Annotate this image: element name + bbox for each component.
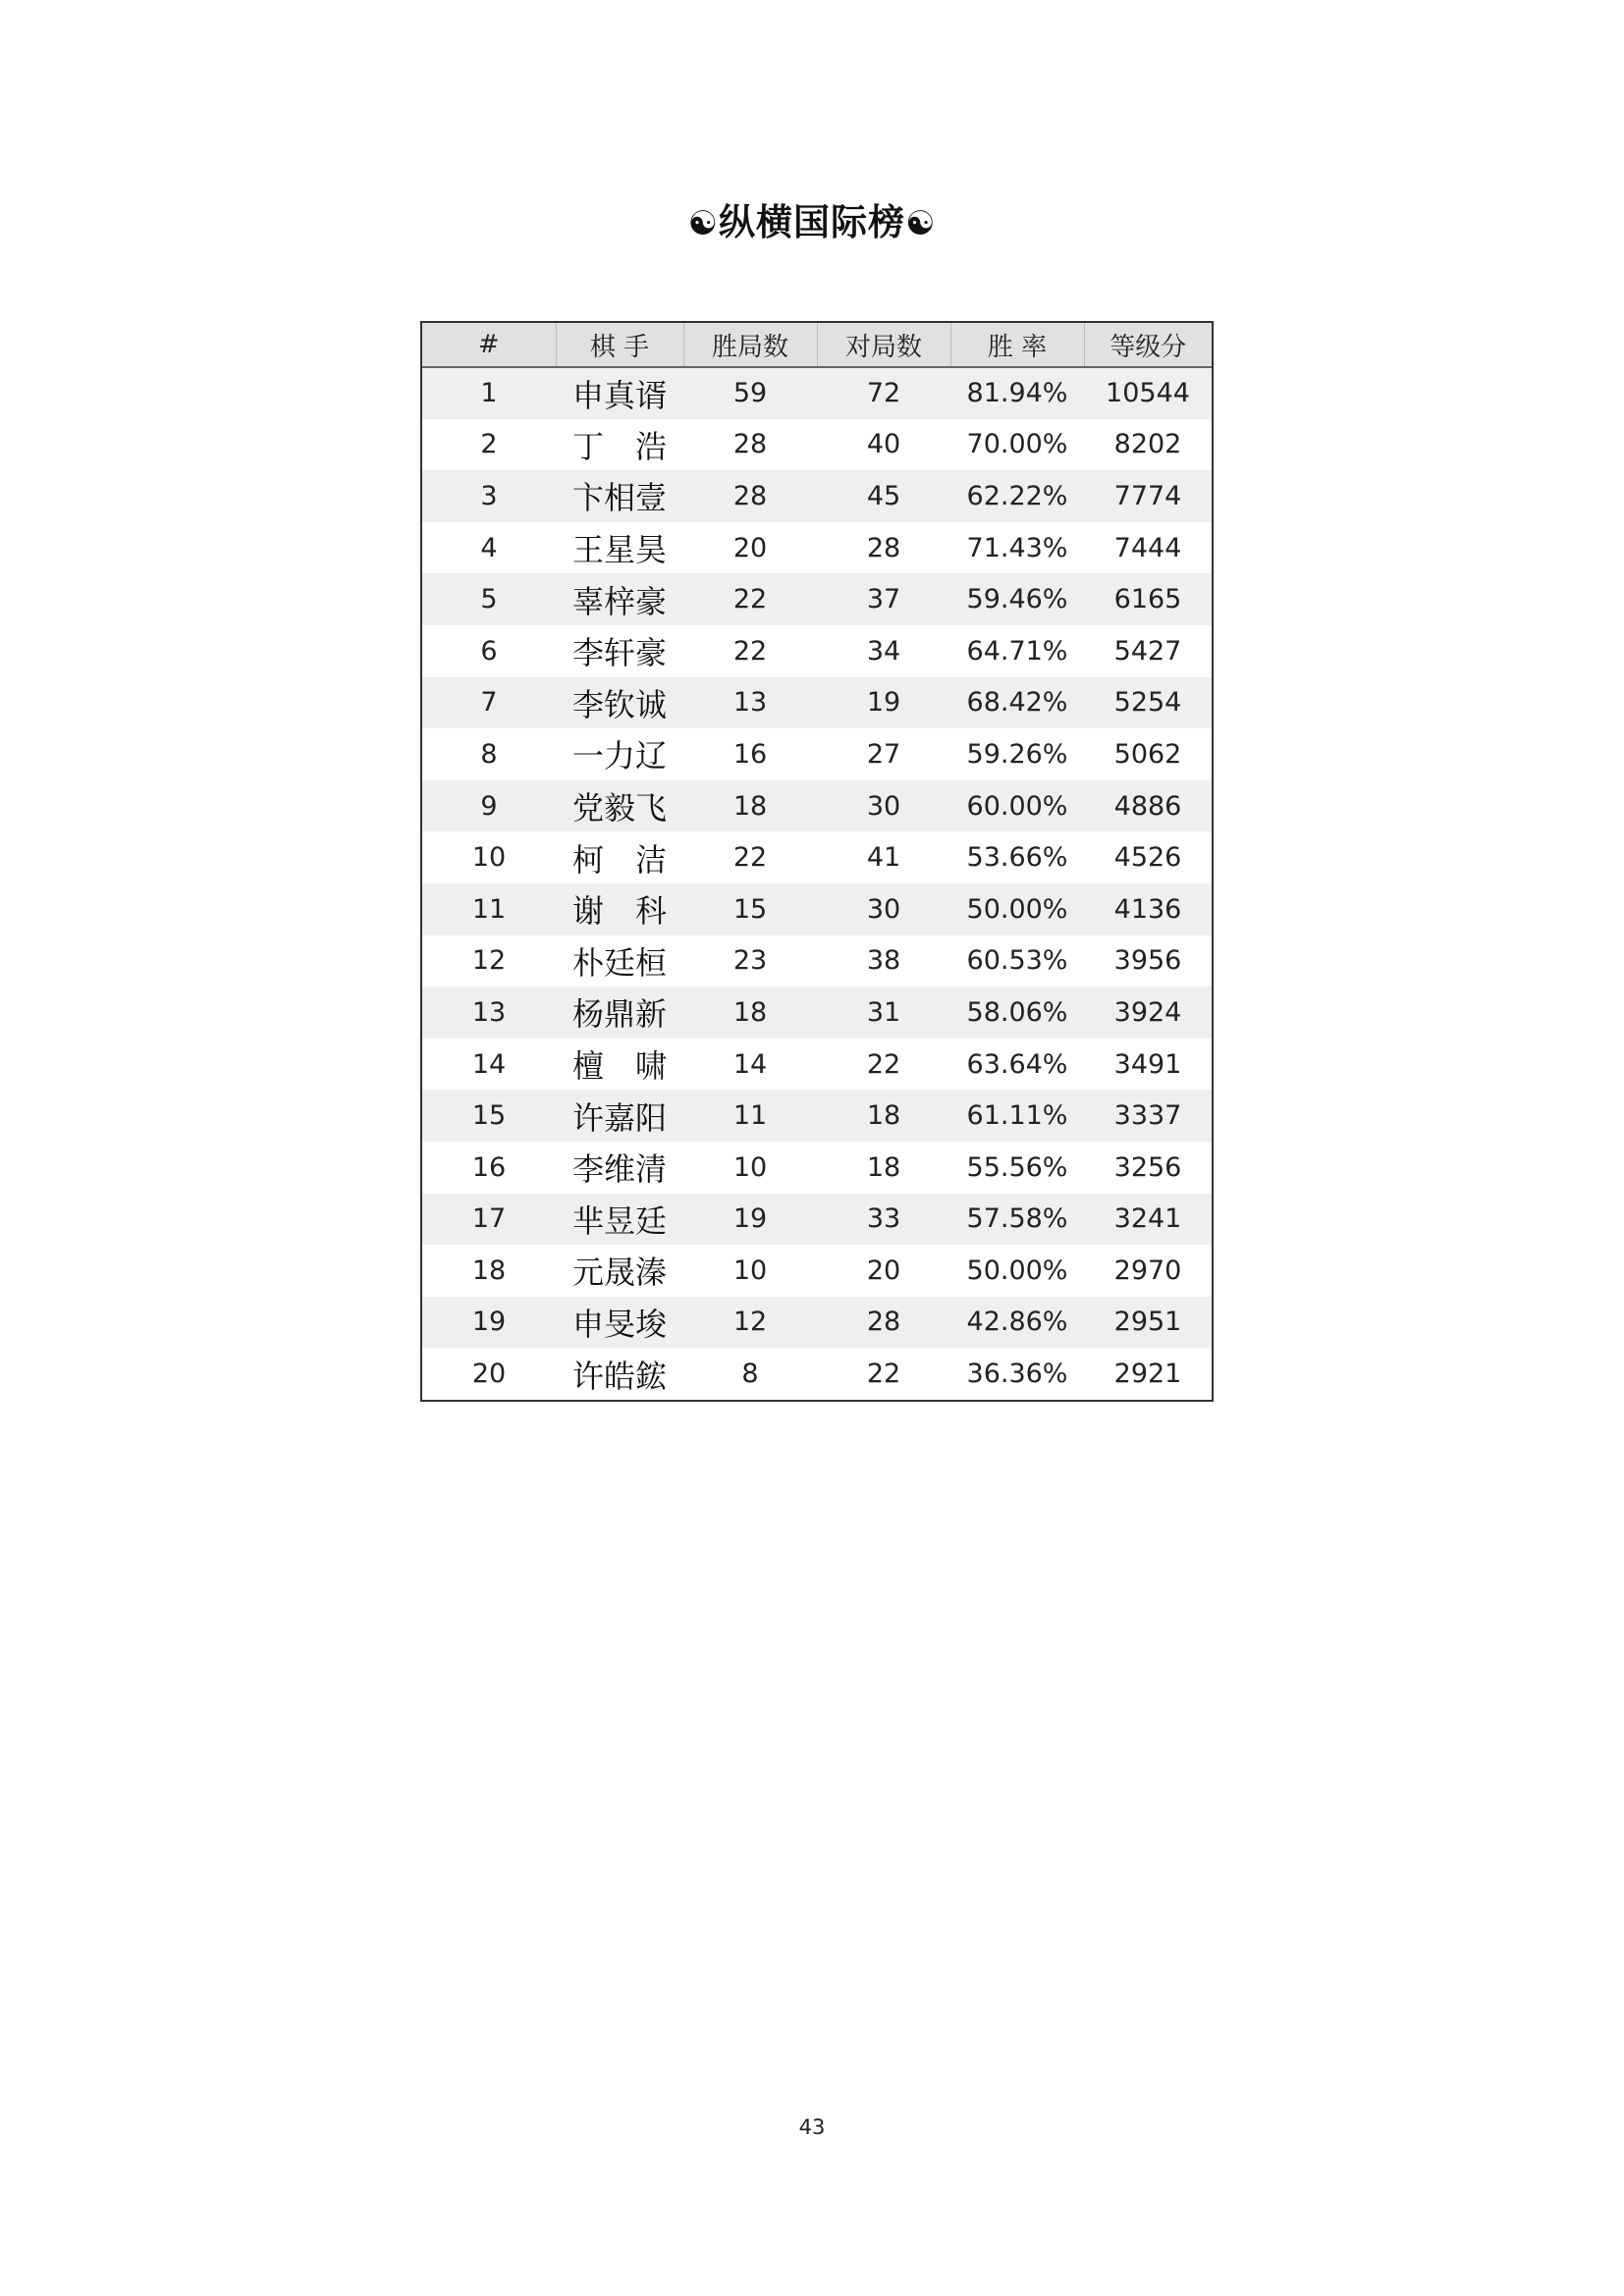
win-rate-cell: 55.56%	[966, 1151, 1068, 1183]
table-row	[422, 935, 1212, 988]
win-rate-cell: 68.42%	[966, 687, 1068, 719]
wins-cell: 23	[732, 945, 768, 977]
rating-cell: 7774	[1113, 480, 1182, 511]
win-rate-cell: 60.00%	[966, 790, 1068, 822]
table-row	[422, 367, 1212, 419]
player-name-cell: 王星昊	[571, 531, 667, 569]
table-row	[422, 728, 1212, 780]
rank-cell: 6	[480, 635, 498, 667]
rating-cell: 3241	[1113, 1203, 1182, 1235]
wins-cell: 22	[732, 584, 768, 615]
games-cell: 38	[866, 945, 901, 977]
table-row	[422, 419, 1212, 471]
rank-cell: 5	[480, 584, 498, 615]
rank-cell: 14	[471, 1048, 507, 1080]
wins-cell: 18	[732, 790, 768, 822]
rating-cell: 2951	[1113, 1307, 1182, 1338]
games-cell: 37	[866, 584, 901, 615]
player-name-cell: 丁 浩	[571, 427, 667, 465]
player-name-cell: 卞相壹	[571, 479, 667, 517]
games-cell: 18	[866, 1151, 901, 1183]
games-cell: 30	[866, 790, 901, 822]
wins-cell: 59	[732, 378, 768, 409]
yin-yang-icon-left: ☯	[687, 204, 719, 243]
table-row	[422, 573, 1212, 625]
rank-cell: 10	[471, 842, 507, 874]
win-rate-cell: 57.58%	[966, 1203, 1068, 1235]
games-cell: 22	[866, 1048, 901, 1080]
win-rate-cell: 60.53%	[966, 945, 1068, 977]
table-row	[422, 987, 1212, 1039]
rating-cell: 5254	[1113, 687, 1182, 719]
rank-cell: 15	[471, 1100, 507, 1132]
rank-cell: 7	[480, 687, 498, 719]
player-name-cell: 朴廷桓	[571, 943, 667, 982]
table-row	[422, 470, 1212, 522]
table-row	[422, 1348, 1212, 1400]
games-cell: 31	[866, 996, 901, 1028]
rating-cell: 2921	[1113, 1359, 1182, 1390]
rank-cell: 11	[471, 893, 507, 925]
player-name-cell: 芈昱廷	[571, 1201, 667, 1240]
rank-cell: 17	[471, 1203, 507, 1235]
rating-cell: 3924	[1113, 996, 1182, 1028]
win-rate-cell: 50.00%	[966, 1255, 1068, 1286]
games-cell: 18	[866, 1100, 901, 1132]
games-cell: 28	[866, 532, 901, 563]
table-row	[422, 1194, 1212, 1246]
player-name-cell: 申旻埈	[571, 1305, 667, 1343]
rating-cell: 5062	[1113, 738, 1182, 770]
rating-cell: 2970	[1113, 1255, 1182, 1286]
player-name-cell: 柯 洁	[571, 840, 667, 879]
table-row	[422, 831, 1212, 883]
rank-cell: 12	[471, 945, 507, 977]
table-row	[422, 522, 1212, 574]
table-row	[422, 1142, 1212, 1194]
rating-cell: 4136	[1113, 893, 1182, 925]
rating-cell: 3956	[1113, 945, 1182, 977]
table-row	[422, 883, 1212, 935]
rank-cell: 19	[471, 1307, 507, 1338]
wins-cell: 11	[732, 1100, 768, 1132]
rank-cell: 13	[471, 996, 507, 1028]
games-cell: 41	[866, 842, 901, 874]
player-name-cell: 李维清	[571, 1150, 667, 1189]
page-number: 43	[798, 2115, 826, 2139]
table-row	[422, 1090, 1212, 1142]
player-name-cell: 辜梓豪	[571, 582, 667, 620]
games-cell: 20	[866, 1255, 901, 1286]
header-rank: #	[477, 330, 500, 359]
rank-cell: 4	[480, 532, 498, 563]
player-name-cell: 党毅飞	[571, 789, 667, 828]
wins-cell: 19	[732, 1203, 768, 1235]
rank-cell: 8	[480, 738, 498, 770]
win-rate-cell: 58.06%	[966, 996, 1068, 1028]
win-rate-cell: 53.66%	[966, 842, 1068, 874]
table-row	[422, 780, 1212, 832]
player-name-cell: 李轩豪	[571, 634, 667, 672]
games-cell: 40	[866, 429, 901, 460]
rank-cell: 20	[471, 1359, 507, 1390]
games-cell: 72	[866, 378, 901, 409]
rating-cell: 4886	[1113, 790, 1182, 822]
games-cell: 34	[866, 635, 901, 667]
wins-cell: 28	[732, 429, 768, 460]
win-rate-cell: 42.86%	[966, 1307, 1068, 1338]
rating-cell: 8202	[1113, 429, 1182, 460]
player-name-cell: 杨鼎新	[571, 995, 667, 1034]
player-name-cell: 谢 科	[571, 892, 667, 931]
table-row	[422, 1297, 1212, 1349]
wins-cell: 8	[741, 1359, 759, 1390]
win-rate-cell: 59.26%	[966, 738, 1068, 770]
player-name-cell: 申真谞	[571, 376, 667, 414]
header-player: 棋 手	[556, 323, 683, 367]
win-rate-cell: 36.36%	[966, 1359, 1068, 1390]
win-rate-cell: 71.43%	[966, 532, 1068, 563]
games-cell: 33	[866, 1203, 901, 1235]
rating-cell: 4526	[1113, 842, 1182, 874]
player-name-cell: 一力辽	[571, 737, 667, 775]
wins-cell: 18	[732, 996, 768, 1028]
rating-cell: 10544	[1106, 378, 1190, 409]
table-row	[422, 677, 1212, 729]
rank-cell: 16	[471, 1151, 507, 1183]
win-rate-cell: 61.11%	[966, 1100, 1068, 1132]
rating-cell: 3337	[1113, 1100, 1182, 1132]
wins-cell: 10	[732, 1151, 768, 1183]
win-rate-cell: 70.00%	[966, 429, 1068, 460]
rank-cell: 1	[480, 378, 498, 409]
win-rate-cell: 50.00%	[966, 893, 1068, 925]
player-name-cell: 元晟溱	[571, 1254, 667, 1292]
win-rate-cell: 63.64%	[966, 1048, 1068, 1080]
rating-cell: 3256	[1113, 1151, 1182, 1183]
rank-cell: 3	[480, 480, 498, 511]
wins-cell: 15	[732, 893, 768, 925]
header-rating: 等级分	[1084, 323, 1212, 367]
games-cell: 30	[866, 893, 901, 925]
win-rate-cell: 62.22%	[966, 480, 1068, 511]
rank-cell: 9	[480, 790, 498, 822]
wins-cell: 16	[732, 738, 768, 770]
games-cell: 19	[866, 687, 901, 719]
wins-cell: 28	[732, 480, 768, 511]
rank-cell: 2	[480, 429, 498, 460]
ranking-table-container	[420, 321, 1214, 1402]
ranking-table	[422, 323, 1212, 1400]
games-cell: 28	[866, 1307, 901, 1338]
rating-cell: 7444	[1113, 532, 1182, 563]
rating-cell: 6165	[1113, 584, 1182, 615]
rating-cell: 5427	[1113, 635, 1182, 667]
wins-cell: 20	[732, 532, 768, 563]
win-rate-cell: 64.71%	[966, 635, 1068, 667]
header-win-rate: 胜 率	[950, 323, 1084, 367]
table-header-row	[422, 323, 1212, 367]
player-name-cell: 李钦诚	[571, 685, 667, 723]
wins-cell: 22	[732, 842, 768, 874]
wins-cell: 10	[732, 1255, 768, 1286]
header-wins: 胜局数	[683, 323, 817, 367]
page-title	[0, 192, 1624, 245]
player-name-cell: 许皓鋐	[571, 1357, 667, 1395]
wins-cell: 12	[732, 1307, 768, 1338]
table-row	[422, 1039, 1212, 1091]
player-name-cell: 许嘉阳	[571, 1098, 667, 1137]
games-cell: 27	[866, 738, 901, 770]
win-rate-cell: 81.94%	[966, 378, 1068, 409]
table-row	[422, 1245, 1212, 1297]
wins-cell: 22	[732, 635, 768, 667]
games-cell: 22	[866, 1359, 901, 1390]
wins-cell: 13	[732, 687, 768, 719]
rating-cell: 3491	[1113, 1048, 1182, 1080]
player-name-cell: 檀 啸	[571, 1047, 667, 1086]
games-cell: 45	[866, 480, 901, 511]
header-games: 对局数	[817, 323, 950, 367]
wins-cell: 14	[732, 1048, 768, 1080]
page-title-text: 纵横国际榜	[719, 200, 905, 243]
rank-cell: 18	[471, 1255, 507, 1286]
table-row	[422, 625, 1212, 677]
table-body	[422, 367, 1212, 1400]
win-rate-cell: 59.46%	[966, 584, 1068, 615]
yin-yang-icon-right: ☯	[905, 204, 937, 243]
